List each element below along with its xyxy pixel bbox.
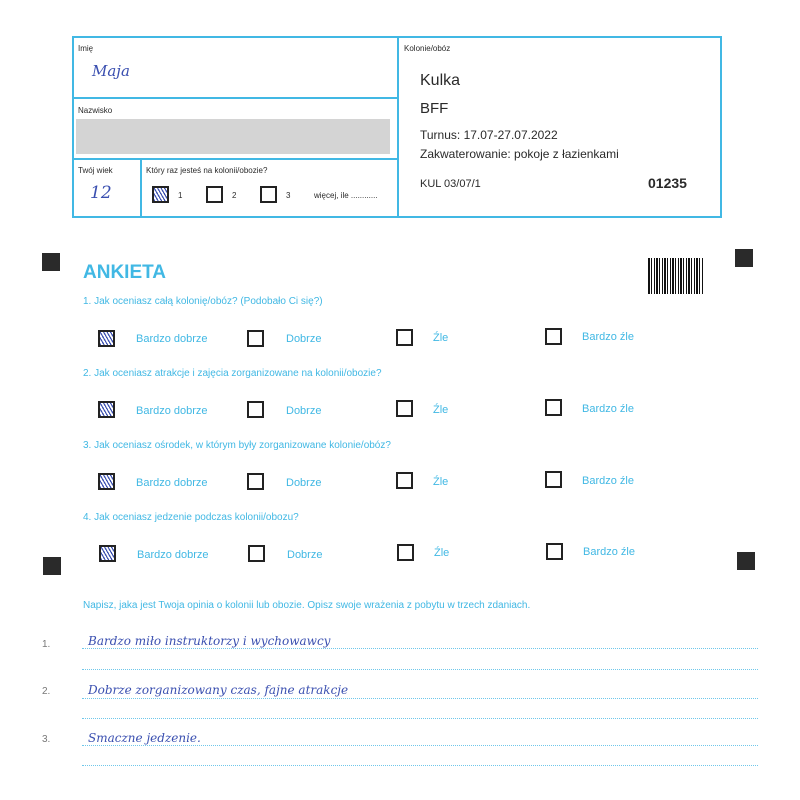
kolonia-code: BFF (420, 100, 449, 117)
q2-zle-checkbox[interactable] (396, 400, 413, 417)
registration-marker (735, 249, 753, 267)
survey-title: ANKIETA (83, 262, 167, 283)
answer-1-text[interactable]: Bardzo miło instruktorzy i wychowawcy (88, 634, 331, 648)
visit-option-3-label: 3 (286, 191, 291, 200)
question-4: 4. Jak oceniasz jedzenie podczas kolonii/obozu? (83, 512, 299, 523)
q4-bardzo-dobrze-checkbox[interactable] (99, 545, 116, 562)
frame-right (720, 36, 722, 218)
ktory-raz-label: Który raz jesteś na kolonii/obozie? (146, 166, 268, 175)
q2-bardzo-zle-label: Bardzo źle (582, 403, 634, 415)
q2-dobrze-checkbox[interactable] (247, 401, 264, 418)
q1-bardzo-zle-label: Bardzo źle (582, 331, 634, 343)
imie-label: Imię (78, 44, 94, 53)
q1-zle-label: Źle (433, 332, 449, 344)
q1-dobrze-checkbox[interactable] (247, 330, 264, 347)
answer-3-text[interactable]: Smaczne jedzenie. (88, 731, 201, 745)
barcode (648, 258, 704, 294)
question-3: 3. Jak oceniasz ośrodek, w którym były zorganizowane kolonie/obóz? (83, 440, 391, 451)
q3-zle-checkbox[interactable] (396, 472, 413, 489)
form-number: 01235 (648, 175, 687, 191)
answer-line (82, 669, 758, 670)
q4-zle-label: Źle (434, 547, 450, 559)
answer-1-line (82, 648, 758, 649)
visit-option-1-checkbox[interactable] (152, 186, 169, 203)
q4-bardzo-zle-checkbox[interactable] (546, 543, 563, 560)
wiek-label: Twój wiek (78, 166, 113, 175)
q1-zle-checkbox[interactable] (396, 329, 413, 346)
registration-marker (43, 557, 61, 575)
q4-bardzo-dobrze-label: Bardzo dobrze (137, 549, 209, 561)
wiek-value[interactable]: 12 (90, 183, 112, 203)
nazwisko-label: Nazwisko (78, 106, 113, 115)
q3-dobrze-checkbox[interactable] (247, 473, 264, 490)
q3-bardzo-dobrze-label: Bardzo dobrze (136, 477, 208, 489)
visit-option-1-label: 1 (178, 191, 183, 200)
registration-marker (42, 253, 60, 271)
q3-bardzo-zle-label: Bardzo źle (582, 475, 634, 487)
q1-bardzo-zle-checkbox[interactable] (545, 328, 562, 345)
kolonia-name: Kulka (420, 72, 461, 89)
answer-3-number: 3. (42, 734, 51, 745)
answer-line (82, 718, 758, 719)
kul-code: KUL 03/07/1 (420, 178, 481, 190)
q4-bardzo-zle-label: Bardzo źle (583, 546, 635, 558)
q1-bardzo-dobrze-label: Bardzo dobrze (136, 333, 208, 345)
answer-3-line (82, 745, 758, 746)
turnus-text: Turnus: 17.07-27.07.2022 (420, 128, 558, 142)
imie-value[interactable]: Maja (92, 62, 130, 80)
answer-2-text[interactable]: Dobrze zorganizowany czas, fajne atrakcje (88, 683, 349, 697)
visit-option-2-label: 2 (232, 191, 237, 200)
frame-hline-1 (72, 97, 398, 99)
q4-zle-checkbox[interactable] (397, 544, 414, 561)
opinion-prompt: Napisz, jaka jest Twoja opinia o kolonii lub obozie. Opisz swoje wrażenia z pobytu w trzech zdaniach. (83, 600, 531, 611)
q4-dobrze-label: Dobrze (287, 549, 323, 561)
q1-dobrze-label: Dobrze (286, 333, 322, 345)
answer-1-number: 1. (42, 639, 51, 650)
registration-marker (737, 552, 755, 570)
question-2: 2. Jak oceniasz atrakcje i zajęcia zorganizowane na kolonii/obozie? (83, 368, 382, 379)
q3-bardzo-zle-checkbox[interactable] (545, 471, 562, 488)
wiecej-label: więcej, ile ............ (314, 191, 378, 200)
question-1: 1. Jak oceniasz całą kolonię/obóz? (Podobało Ci się?) (83, 296, 323, 307)
answer-2-number: 2. (42, 686, 51, 697)
q2-zle-label: Źle (433, 404, 449, 416)
answer-line (82, 765, 758, 766)
q2-bardzo-zle-checkbox[interactable] (545, 399, 562, 416)
zakwaterowanie-text: Zakwaterowanie: pokoje z łazienkami (420, 147, 619, 161)
visit-option-2-checkbox[interactable] (206, 186, 223, 203)
answer-2-line (82, 698, 758, 699)
nazwisko-redacted[interactable] (76, 119, 390, 154)
kolonia-label: Kolonie/obóz (404, 44, 451, 53)
q3-zle-label: Źle (433, 476, 449, 488)
q3-bardzo-dobrze-checkbox[interactable] (98, 473, 115, 490)
q4-dobrze-checkbox[interactable] (248, 545, 265, 562)
visit-option-3-checkbox[interactable] (260, 186, 277, 203)
q2-bardzo-dobrze-checkbox[interactable] (98, 401, 115, 418)
q1-bardzo-dobrze-checkbox[interactable] (98, 330, 115, 347)
frame-vline-age (140, 158, 142, 218)
q2-bardzo-dobrze-label: Bardzo dobrze (136, 405, 208, 417)
frame-hline-2 (72, 158, 398, 160)
frame-left (72, 36, 74, 218)
q2-dobrze-label: Dobrze (286, 405, 322, 417)
q3-dobrze-label: Dobrze (286, 477, 322, 489)
frame-divider (397, 36, 399, 218)
